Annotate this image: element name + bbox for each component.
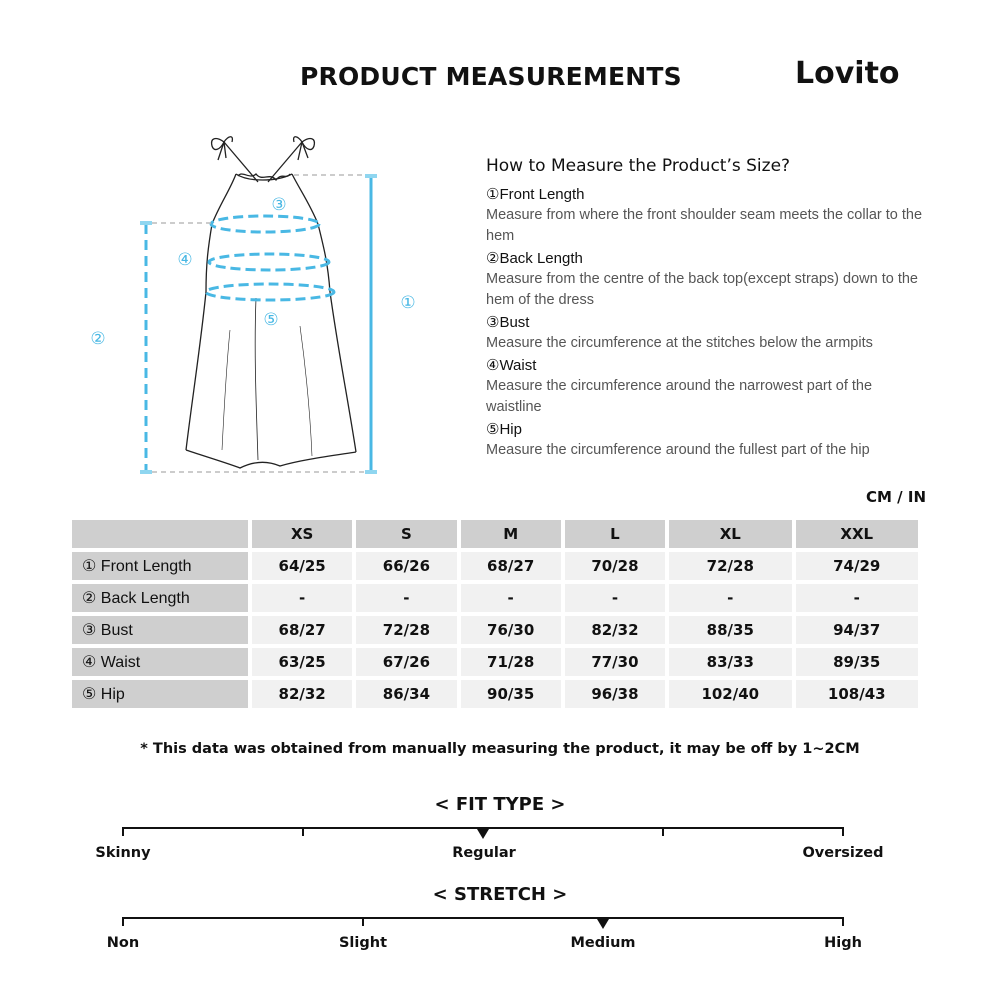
table-cell: 89/35 — [796, 648, 919, 676]
measure-item-waist — [486, 355, 926, 418]
table-cell: 96/38 — [565, 680, 665, 708]
page-title: PRODUCT MEASUREMENTS — [300, 62, 682, 91]
table-cell: 77/30 — [565, 648, 665, 676]
scale-tick — [302, 827, 304, 836]
table-cell: 74/29 — [796, 552, 919, 580]
fit-type-title: < FIT TYPE > — [434, 794, 566, 815]
size-header: XL — [669, 520, 791, 548]
row-label: ① Front Length — [72, 552, 248, 580]
table-cell: - — [796, 584, 919, 612]
table-cell: 82/32 — [565, 616, 665, 644]
scale-tick — [842, 917, 844, 926]
table-cell: 76/30 — [461, 616, 561, 644]
measure-name: ④Waist — [486, 357, 537, 374]
table-cell: - — [565, 584, 665, 612]
measure-desc: Measure the circumference at the stitches below the armpits — [486, 335, 873, 351]
table-cell: - — [669, 584, 791, 612]
scale-tick — [662, 827, 664, 836]
how-to-title: How to Measure the Product’s Size? — [486, 156, 791, 176]
how-to-measure — [486, 156, 926, 462]
table-row — [72, 584, 918, 612]
fit-label-regular: Regular — [452, 845, 516, 861]
marker-hip: ⑤ — [263, 310, 279, 330]
table-cell: - — [356, 584, 456, 612]
fit-type-marker — [477, 829, 489, 839]
size-header: L — [565, 520, 665, 548]
table-cell: - — [252, 584, 352, 612]
waist-ellipse — [209, 254, 329, 270]
measurement-lines — [206, 216, 334, 300]
dress-diagram — [80, 130, 440, 490]
table-cell: 67/26 — [356, 648, 456, 676]
front-length-line — [294, 175, 377, 472]
table-cell: 88/35 — [669, 616, 791, 644]
scale-tick — [122, 917, 124, 926]
measure-name: ③Bust — [486, 314, 530, 331]
marker-waist: ④ — [177, 250, 193, 270]
table-cell: 64/25 — [252, 552, 352, 580]
size-header: M — [461, 520, 561, 548]
measure-name: ①Front Length — [486, 186, 585, 203]
measure-item-bust — [486, 312, 926, 354]
table-cell: 72/28 — [669, 552, 791, 580]
units-label: CM / IN — [866, 488, 926, 506]
row-label: ② Back Length — [72, 584, 248, 612]
table-cell: 90/35 — [461, 680, 561, 708]
table-cell: 70/28 — [565, 552, 665, 580]
table-cell: 83/33 — [669, 648, 791, 676]
table-cell: 94/37 — [796, 616, 919, 644]
size-header: XXL — [796, 520, 919, 548]
row-label: ④ Waist — [72, 648, 248, 676]
size-table — [68, 516, 922, 712]
stretch-label-slight: Slight — [338, 935, 388, 951]
table-cell: 82/32 — [252, 680, 352, 708]
fit-label-oversized: Oversized — [802, 845, 884, 861]
table-cell: - — [461, 584, 561, 612]
table-row — [72, 648, 918, 676]
table-cell: 72/28 — [356, 616, 456, 644]
measure-item-hip — [486, 419, 926, 461]
scale-tick — [362, 917, 364, 926]
size-header: XS — [252, 520, 352, 548]
table-cell: 71/28 — [461, 648, 561, 676]
table-header-row — [72, 520, 918, 548]
stretch-title: < STRETCH > — [432, 884, 568, 905]
measurement-note: * This data was obtained from manually measuring the product, it may be off by 1~2CM — [140, 741, 860, 757]
size-header: S — [356, 520, 456, 548]
table-cell: 102/40 — [669, 680, 791, 708]
measure-desc: Measure the circumference around the narrowest part of the waistline — [486, 378, 873, 415]
back-length-line — [140, 223, 364, 472]
table-row — [72, 616, 918, 644]
stretch-marker — [597, 919, 609, 929]
measure-item-back-length — [486, 248, 926, 311]
marker-front-length: ① — [400, 293, 416, 313]
measure-name: ⑤Hip — [486, 421, 522, 438]
brand-logo: Lovito — [795, 56, 900, 91]
measure-desc: Measure from the centre of the back top(except straps) down to the hem of the dress — [486, 271, 918, 308]
table-cell: 86/34 — [356, 680, 456, 708]
table-row — [72, 680, 918, 708]
table-row — [72, 552, 918, 580]
measure-item-front-length — [486, 184, 926, 247]
table-corner — [72, 520, 248, 548]
measure-desc: Measure from where the front shoulder seam meets the collar to the hem — [486, 207, 923, 244]
hip-ellipse — [206, 284, 334, 300]
fit-label-skinny: Skinny — [95, 845, 151, 861]
row-label: ⑤ Hip — [72, 680, 248, 708]
table-cell: 63/25 — [252, 648, 352, 676]
table-cell: 68/27 — [252, 616, 352, 644]
table-cell: 68/27 — [461, 552, 561, 580]
measure-desc: Measure the circumference around the fullest part of the hip — [486, 442, 870, 458]
table-cell: 66/26 — [356, 552, 456, 580]
stretch-line — [122, 917, 844, 919]
stretch-label-non: Non — [106, 935, 140, 951]
row-label: ③ Bust — [72, 616, 248, 644]
scale-tick — [122, 827, 124, 836]
table-cell: 108/43 — [796, 680, 919, 708]
scale-tick — [842, 827, 844, 836]
stretch-label-medium: Medium — [570, 935, 636, 951]
measure-name: ②Back Length — [486, 250, 583, 267]
marker-bust: ③ — [271, 195, 287, 215]
marker-back-length: ② — [90, 329, 106, 349]
stretch-label-high: High — [824, 935, 862, 951]
bust-ellipse — [211, 216, 319, 232]
